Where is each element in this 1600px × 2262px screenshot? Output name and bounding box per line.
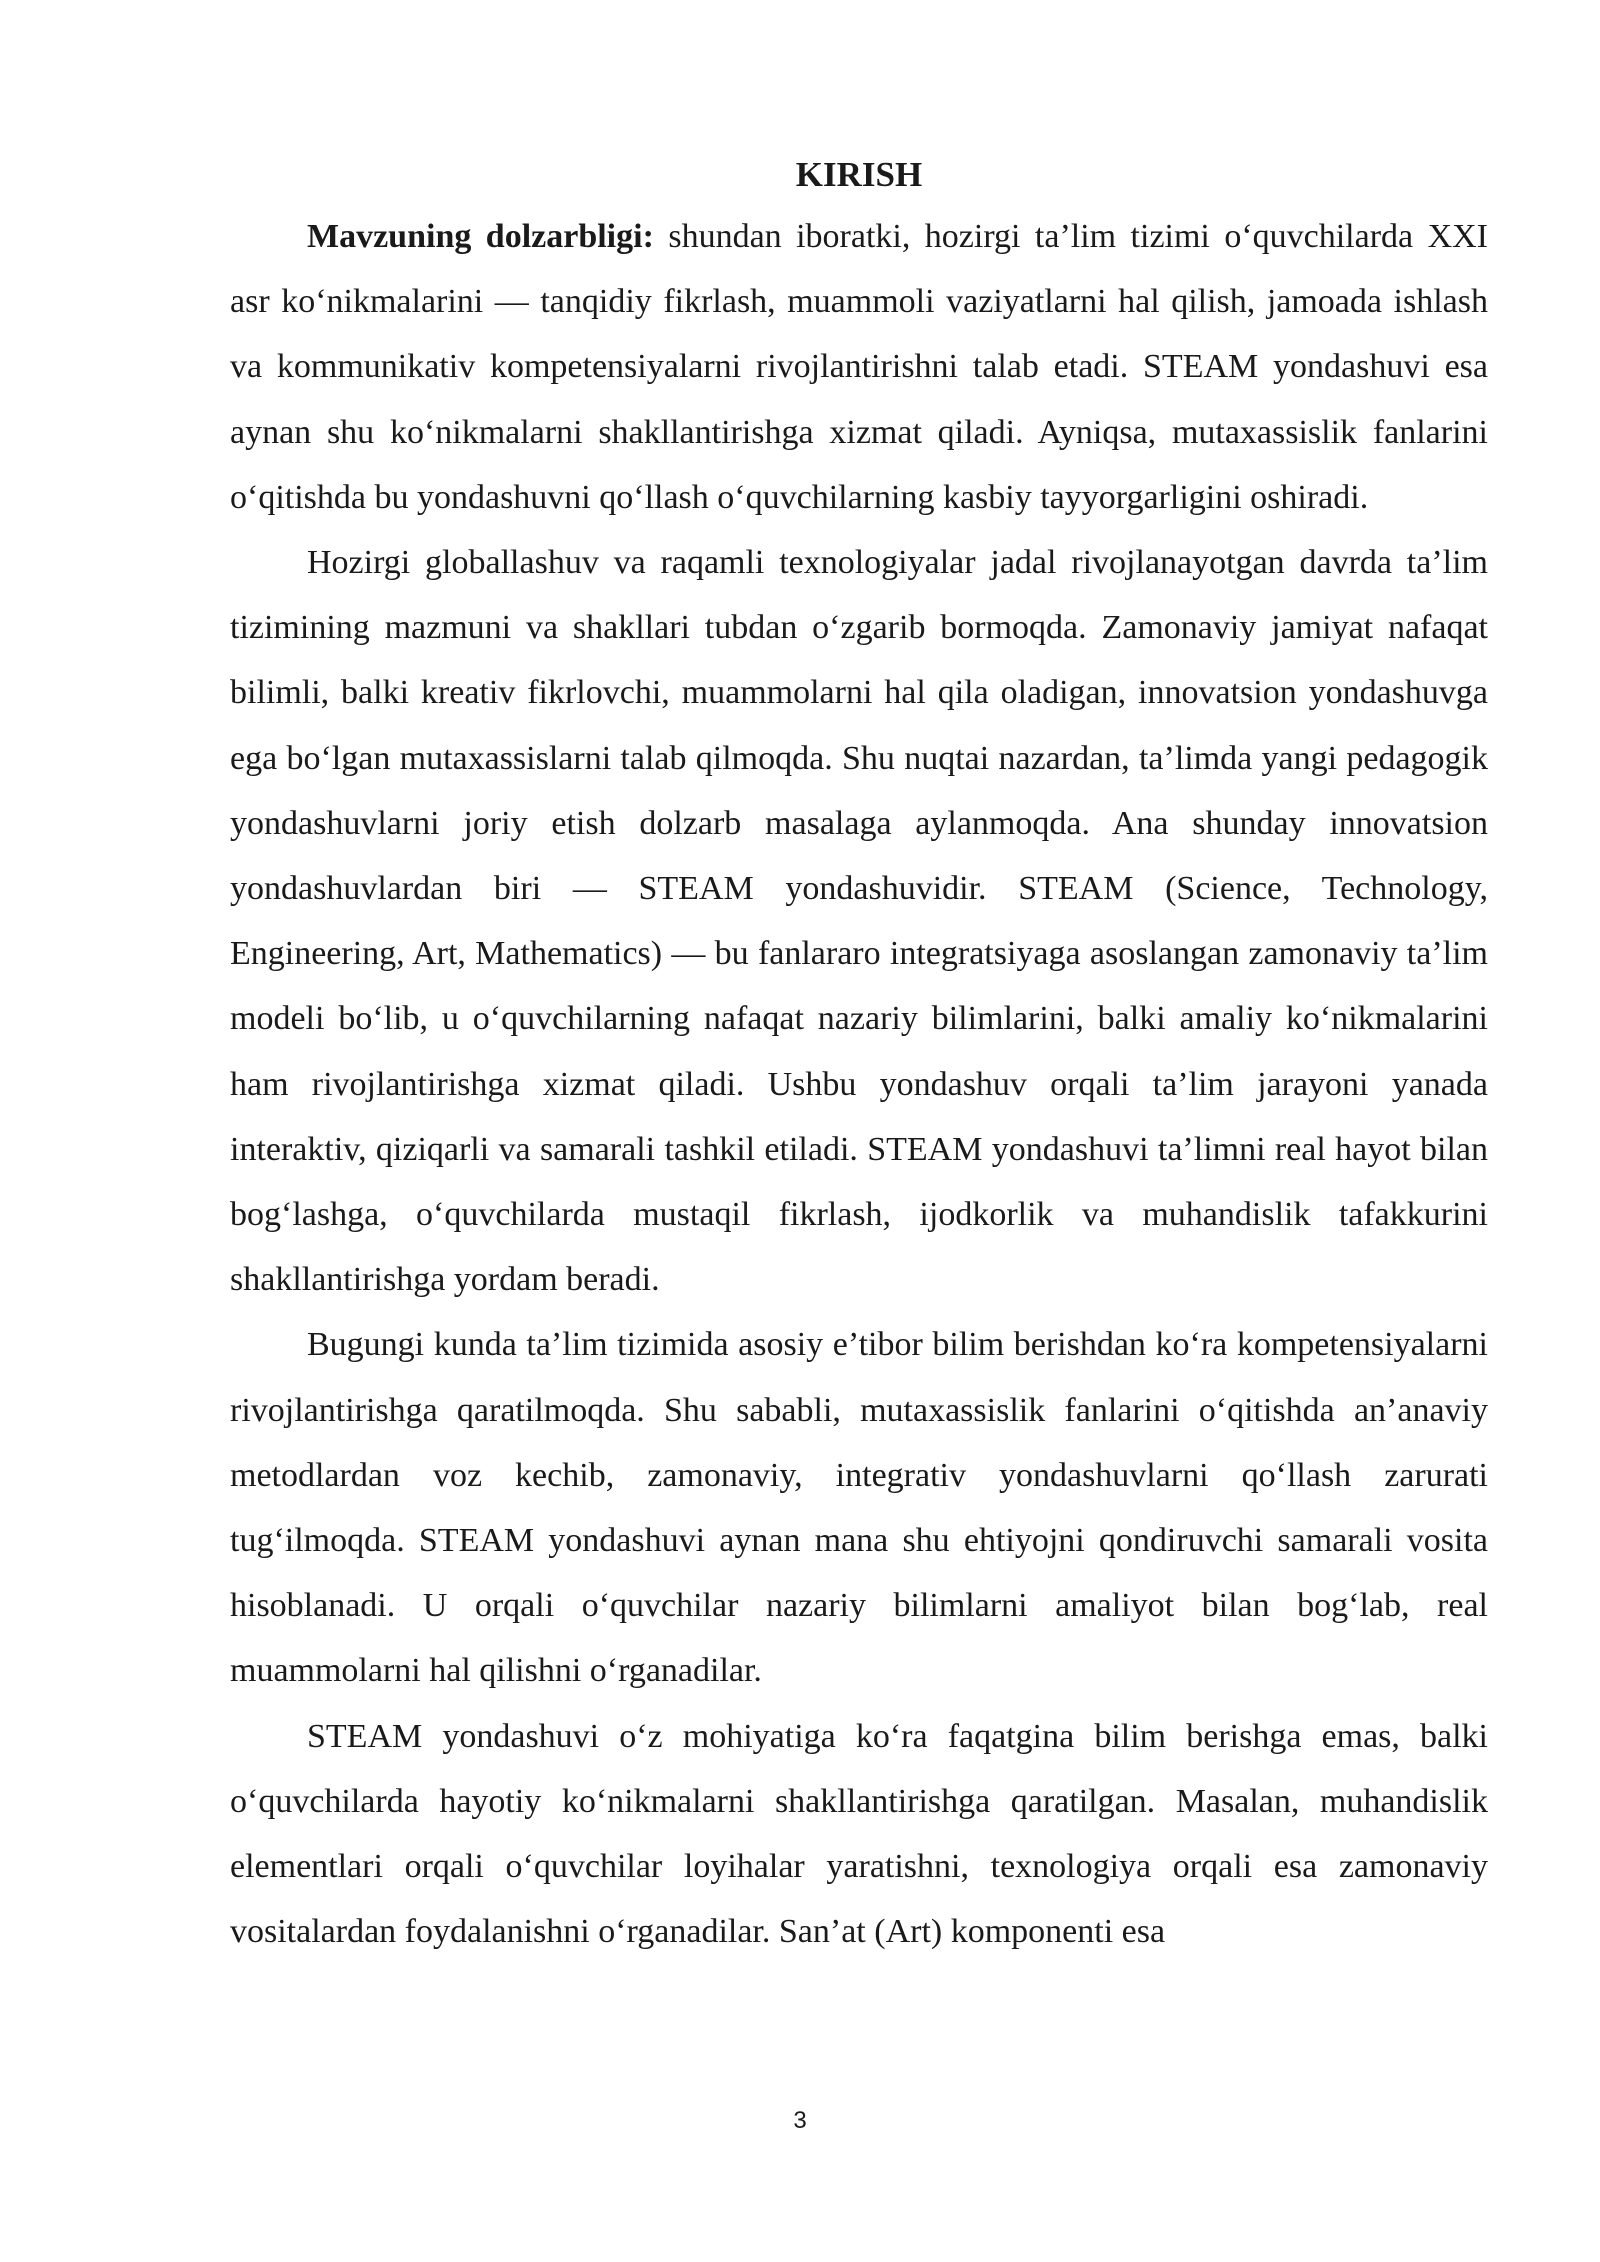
page-content [230,148,1488,1964]
paragraph-lead: Mavzuning dolzarbligi: [307,218,654,255]
section-title: KIRISH [795,155,923,194]
paragraph-text: shundan iboratki, hozirgi ta’lim tizimi o‘quvchilarda XXI asr ko‘nikmalarini — tanqidiy fikrlash, muammoli vaziyatlarni hal qilish, jamoada ishlash va kommunikativ kompetensiyalarni rivojlantirishni talab etadi. STEAM yondashuvi esa aynan shu ko‘nikmalarni shakllantirishga xizmat qiladi. Ayniqsa, mutaxassislik fanlarini o‘qitishda bu yondashuvni qo‘llash o‘quvchilarning kasbiy tayyorgarligini oshiradi. [230,218,1488,516]
page-number: 3 [793,2107,807,2134]
paragraph-competencies: Bugungi kunda ta’lim tizimida asosiy e’tibor bilim berishdan ko‘ra kompetensiyalarni rivojlantirishga qaratilmoqda. Shu sababli, mutaxassislik fanlarini o‘qitishda an’anaviy metodlardan voz kechib, zamonaviy, integrativ yondashuvlarni qo‘llash zarurati tug‘ilmoqda. STEAM yondashuvi aynan mana shu ehtiyojni qondiruvchi samarali vosita hisoblanadi. U orqali o‘quvchilar nazariy bilimlarni amaliyot bilan bog‘lab, real muammolarni hal qilishni o‘rganadilar. [230,1326,1488,1690]
paragraph-relevance [230,204,1488,530]
paragraph-globalization: Hozirgi globallashuv va raqamli texnologiyalar jadal rivojlanayotgan davrda ta’lim tizimining mazmuni va shakllari tubdan o‘zgarib bormoqda. Zamonaviy jamiyat nafaqat bilimli, balki kreativ fikrlovchi, muammolarni hal qila oladigan, innovatsion yondashuvga ega bo‘lgan mutaxassislarni talab qilmoqda. Shu nuqtai nazardan, ta’limda yangi pedagogik yondashuvlarni joriy etish dolzarb masalaga aylanmoqda. Ana shunday innovatsion yondashuvlardan biri — STEAM yondashuvidir. STEAM (Science, Technology, Engineering, Art, Mathematics) — bu fanlararo integratsiyaga asoslangan zamonaviy ta’lim modeli bo‘lib, u o‘quvchilarning nafaqat nazariy bilimlarini, balki amaliy ko‘nikmalarini ham rivojlantirishga xizmat qiladi. Ushbu yondashuv orqali ta’lim jarayoni yanada interaktiv, qiziqarli va samarali tashkil etiladi. STEAM yondashuvi ta’limni real hayot bilan bog‘lashga, o‘quvchilarda mustaqil fikrlash, ijodkorlik va muhandislik tafakkurini shakllantirishga yordam beradi. [230,544,1488,1299]
paragraph-life-skills: STEAM yondashuvi o‘z mohiyatiga ko‘ra faqatgina bilim berishga emas, balki o‘quvchilarda hayotiy ko‘nikmalarni shakllantirishga qaratilgan. Masalan, muhandislik elementlari orqali o‘quvchilar loyihalar yaratishni, texnologiya orqali esa zamonaviy vositalardan foydalanishni o‘rganadilar. San’at (Art) komponenti esa [230,1717,1488,1951]
